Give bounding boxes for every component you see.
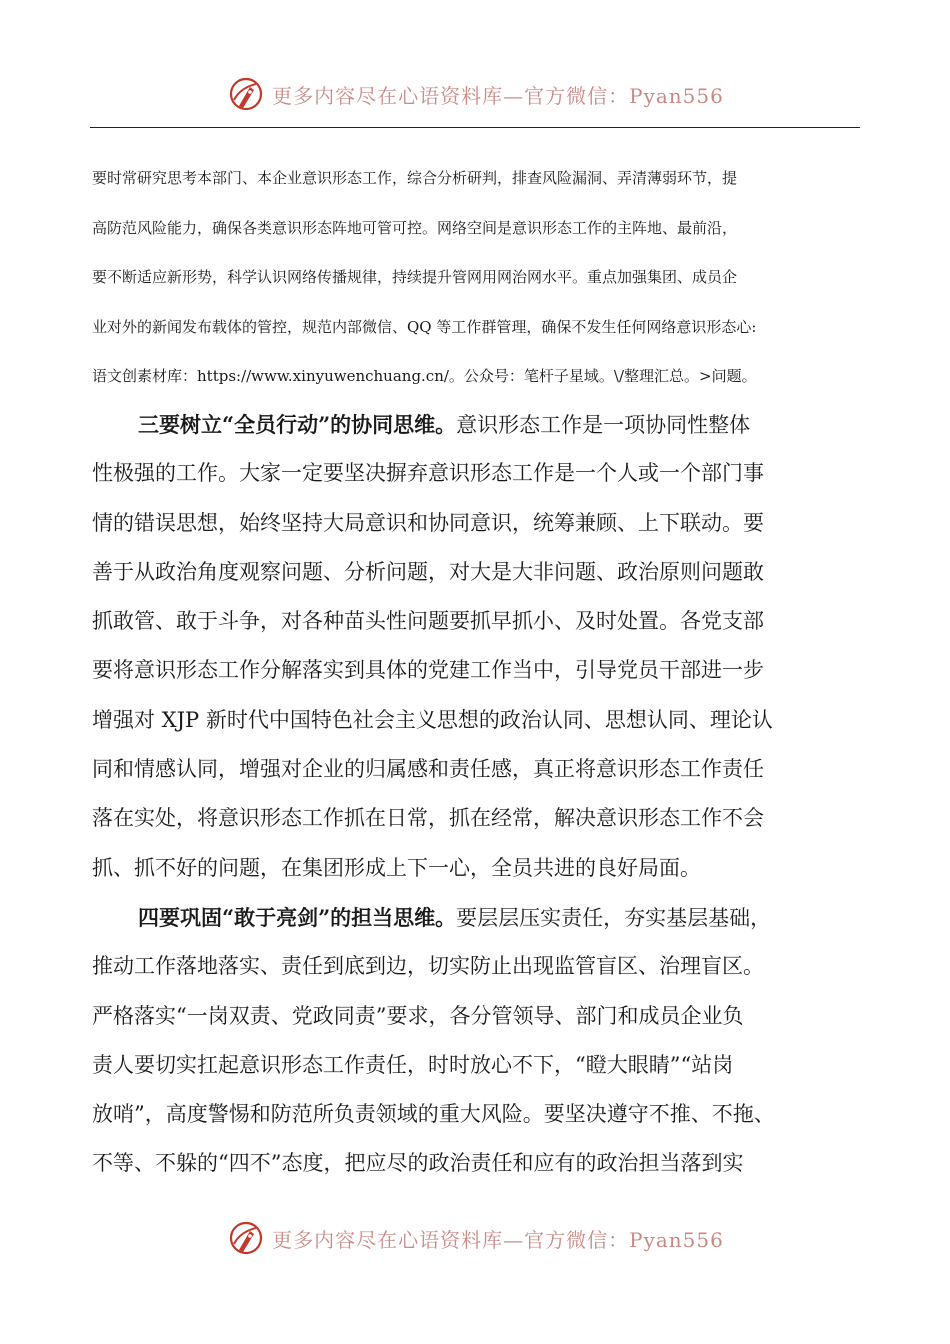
section-4-heading: 四要巩固“敢于亮剑”的担当思维。 <box>138 904 457 930</box>
text-line: 性极强的工作。大家一定要坚决摒弃意识形态工作是一个人或一个部门事 <box>92 461 764 486</box>
text-line: 责人要切实扛起意识形态工作责任，时时放心不下，“瞪大眼睛”“站岗 <box>92 1052 734 1077</box>
pen-nib-logo-icon <box>226 1218 266 1258</box>
text-line: 情的错误思想，始终坚持大局意识和协同意识，统筹兼顾、上下联动。要 <box>92 510 764 535</box>
text-line: 业对外的新闻发布载体的管控，规范内部微信、QQ 等工作群管理，确保不发生任何网络意识形态心: <box>92 317 757 336</box>
text-line: 高防范风险能力，确保各类意识形态阵地可管可控。网络空间是意识形态工作的主阵地、最前沿， <box>92 218 738 237</box>
section-3-heading: 三要树立“全员行动”的协同思维。 <box>138 412 457 437</box>
header-watermark-text: 更多内容尽在心语资料库—官方微信：Pyan556 <box>272 83 724 108</box>
page-header <box>0 70 950 118</box>
section-3-first-line <box>92 400 872 449</box>
text-line: 不等、不躲的“四不”态度，把应尽的政治责任和应有的政治担当落到实 <box>92 1151 744 1176</box>
text-line: 放哨”，高度警惕和防范所负责领域的重大风险。要坚决遵守不推、不拖、 <box>92 1102 775 1127</box>
footer-brand <box>226 1218 724 1258</box>
text-line: 要将意识形态工作分解落实到具体的党建工作当中，引导党员干部进一步 <box>92 658 764 683</box>
text-line: 增强对 XJP 新时代中国特色社会主义思想的政治认同、思想认同、理论认 <box>92 707 773 732</box>
page-footer <box>0 1214 950 1262</box>
header-brand <box>226 74 724 114</box>
text-line: 要不断适应新形势，科学认识网络传播规律，持续提升管网用网治网水平。重点加强集团、成员企 <box>92 268 738 286</box>
footer-watermark-text: 更多内容尽在心语资料库—官方微信：Pyan556 <box>272 1227 724 1252</box>
header-divider <box>90 127 860 128</box>
source-note-line: 语文创素材库：https://www.xinyuwenchuang.cn/。公众号：笔杆子星域。\/整理汇总。>问题。 <box>92 367 757 385</box>
text-line: 抓敢管、敢于斗争，对各种苗头性问题要抓早抓小、及时处置。各党支部 <box>92 609 764 634</box>
text-line: 同和情感认同，增强对企业的归属感和责任感，真正将意识形态工作责任 <box>92 757 764 782</box>
continuation-paragraph <box>92 158 872 406</box>
text-line: 推动工作落地落实、责任到底到边，切实防止出现监管盲区、治理盲区。 <box>92 954 764 979</box>
section-4-lead-text: 要层层压实责任，夯实基层基础， <box>456 905 772 930</box>
text-line: 要时常研究思考本部门、本企业意识形态工作，综合分析研判，排查风险漏洞、弄清薄弱环节，提 <box>92 169 738 187</box>
text-line: 落在实处，将意识形态工作抓在日常，抓在经常，解决意识形态工作不会 <box>92 806 764 831</box>
pen-nib-logo-icon <box>226 74 266 114</box>
section-3-lead-text: 意识形态工作是一项协同性整体 <box>456 413 751 437</box>
text-line: 善于从政治角度观察问题、分析问题，对大是大非问题、政治原则问题敢 <box>92 559 764 584</box>
section-4-first-line <box>92 893 872 942</box>
document-body <box>92 400 872 1189</box>
text-line: 严格落实“一岗双责、党政同责”要求，各分管领导、部门和成员企业负 <box>92 1003 744 1028</box>
text-line: 抓、抓不好的问题，在集团形成上下一心，全员共进的良好局面。 <box>92 855 701 880</box>
